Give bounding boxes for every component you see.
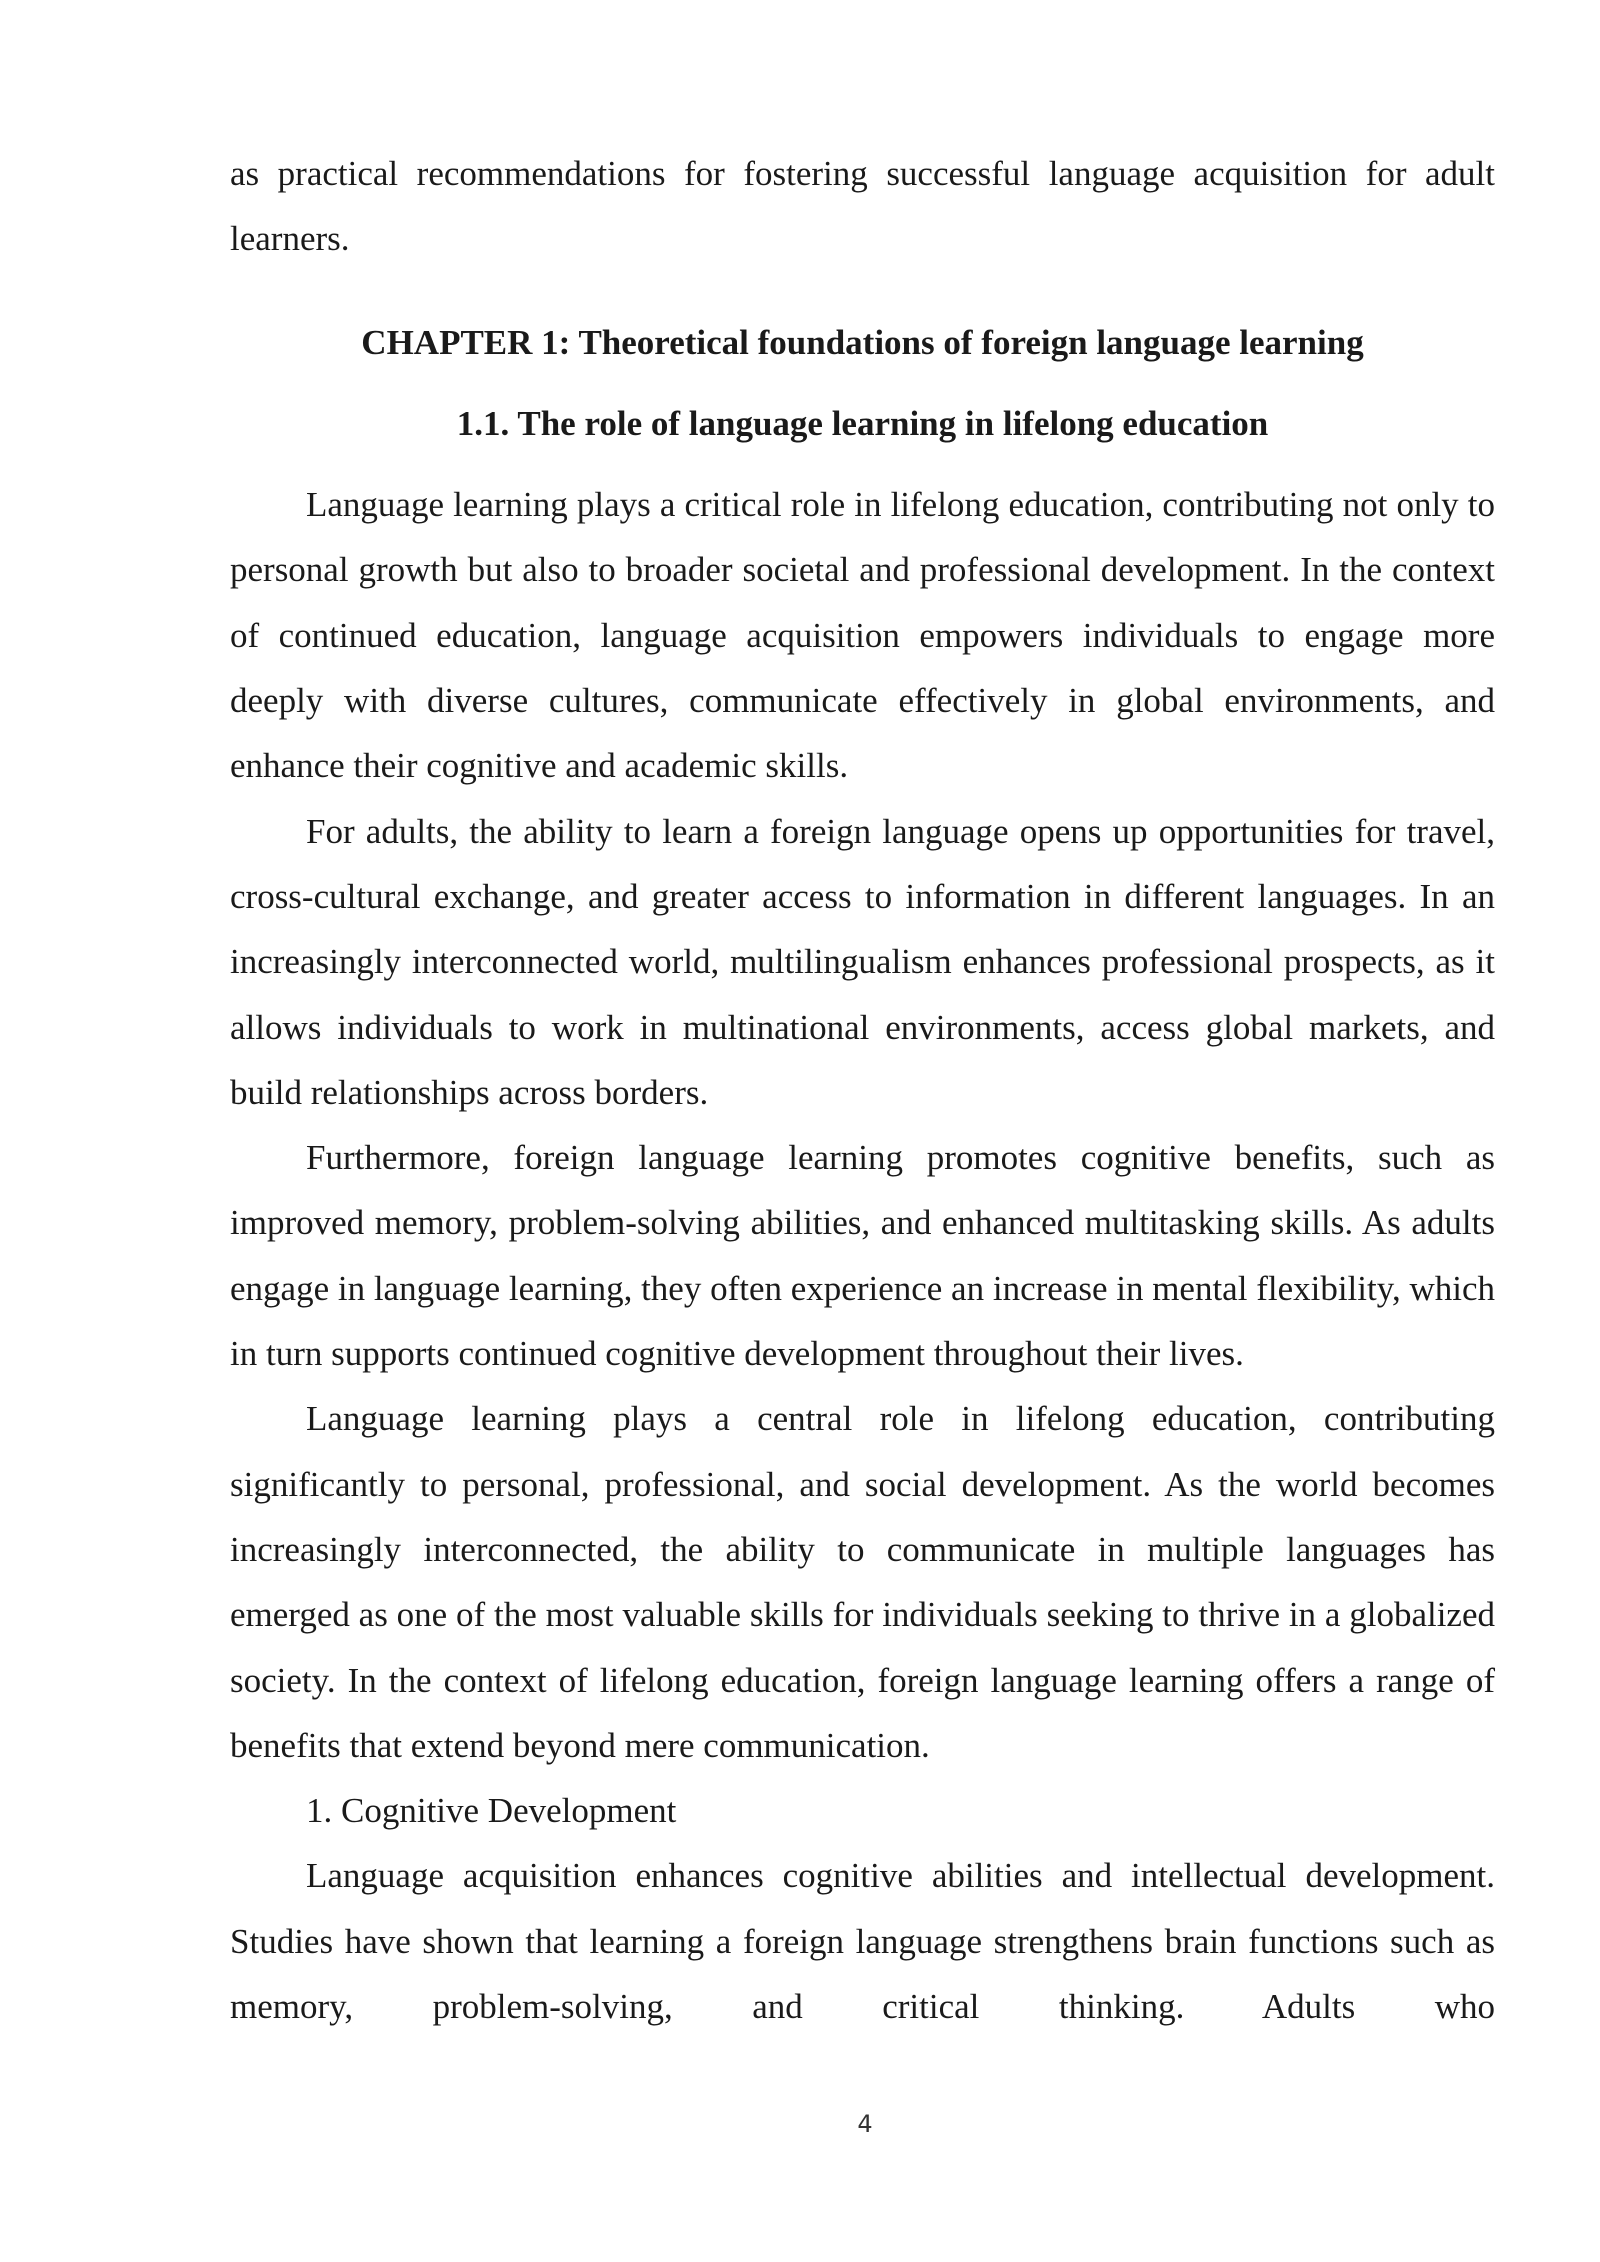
body-paragraph: Furthermore, foreign language learning promotes cognitive benefits, such as improved memory, problem-solving abilities, and enhanced multitasking skills. As adults engage in language learning, they often experience an increase in mental flexibility, which in turn supports continued cognitive development throughout their lives. <box>230 1138 1495 1374</box>
page-body <box>230 141 1495 2039</box>
continuation-paragraph: as practical recommendations for fostering successful language acquisition for adult learners. <box>230 154 1495 259</box>
body-paragraph-final: Language acquisition enhances cognitive abilities and intellectual development. Studies have shown that learning a foreign language strengthens brain functions such as memory, problem-solving, and critical thinking. Adults who <box>230 1856 1495 2027</box>
body-paragraph: For adults, the ability to learn a foreign language opens up opportunities for travel, cross-cultural exchange, and greater access to information in different languages. In an increasingly interconnected world, multilingualism enhances professional prospects, as it allows individuals to work in multinational environments, access global markets, and build relationships across borders. <box>230 811 1495 1112</box>
page-number: 4 <box>857 2110 873 2138</box>
chapter-heading: CHAPTER 1: Theoretical foundations of foreign language learning <box>361 322 1364 362</box>
list-item-heading: 1. Cognitive Development <box>306 1791 677 1831</box>
body-paragraph: Language learning plays a critical role in lifelong education, contributing not only to personal growth but also to broader societal and professional development. In the context of continued education, language acquisition empowers individuals to engage more deeply with diverse cultures, communicate effectively in global environments, and enhance their cognitive and academic skills. <box>230 485 1495 786</box>
section-heading: 1.1. The role of language learning in lifelong education <box>456 403 1269 443</box>
body-paragraph: Language learning plays a central role in lifelong education, contributing significantly to personal, professional, and social development. As the world becomes increasingly interconnected, the ability to communicate in multiple languages has emerged as one of the most valuable skills for individuals seeking to thrive in a globalized society. In the context of lifelong education, foreign language learning offers a range of benefits that extend beyond mere communication. <box>230 1399 1495 1765</box>
